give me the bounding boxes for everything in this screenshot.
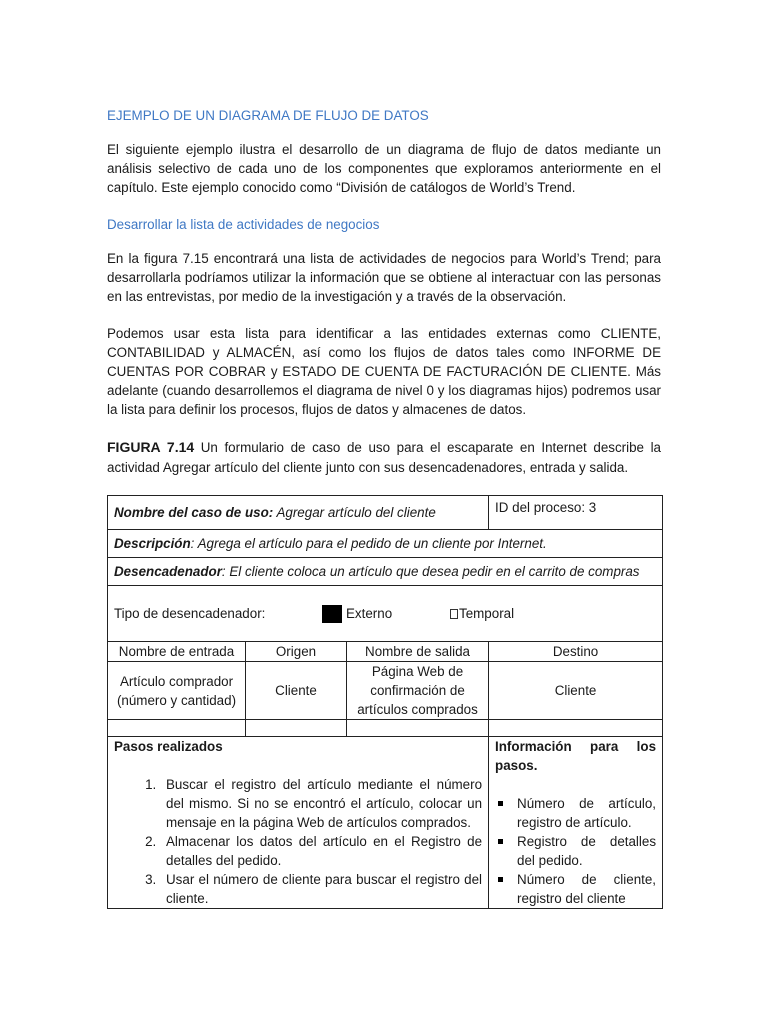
steps-list [114,775,482,908]
figure-caption [107,437,661,478]
list-item [495,794,656,832]
external-checkbox-filled[interactable] [322,605,342,623]
info-item-text: Número de artículo, registro de artículo. [517,796,657,830]
table-cell: Página Web de confirmación de artículos comprados [347,662,489,720]
info-title-line2: pasos. [495,758,538,773]
trigger-type-row [108,586,663,642]
list-item: 2. Almacenar los datos del artículo en el Registro de detalles del pedido. [160,832,482,870]
description-row [108,530,663,558]
description-label: Descripción [114,536,191,551]
trigger-value: : El cliente coloca un artículo que desea pedir en el carrito de compras [221,564,640,579]
use-case-name-label: Nombre del caso de uso: [114,505,274,520]
figure-label: FIGURA 7.14 [107,439,195,455]
empty-row [108,720,663,737]
bullet-icon [498,801,503,806]
info-item-text: Registro de detalles del pedido. [517,834,657,868]
column-header: Origen [246,642,347,662]
section-heading-activities: Desarrollar la lista de actividades de negocios [107,217,380,232]
list-item: 1. Buscar el registro del artículo mediante el número del mismo. Si no se encontró el artículo, colocar un mensaje en la página Web de artículos comprados. [160,775,482,832]
table-cell: Artículo comprador (número y cantidad) [108,662,246,720]
table-cell: Cliente [246,662,347,720]
column-header: Nombre de salida [347,642,489,662]
use-case-name-value: Agregar artículo del cliente [273,505,436,520]
column-header: Destino [489,642,663,662]
io-header-row [108,642,663,662]
steps-row [108,737,663,909]
info-title [495,737,656,775]
description-cell [108,530,663,558]
entities-paragraph: Podemos usar esta lista para identificar a las entidades externas como CLIENTE, CONTABILIDAD y ALMACÉN, así como los flujos de datos tales como INFORME DE CUENTAS POR COBRAR y ESTADO DE CUENTA DE FACTURACIÓN DE CLIENTE. Más adelante (cuando desarrollemos el diagrama de nivel 0 y los diagramas hijos) podremos usar la lista para definir los procesos, flujos de datos y almacenes de datos. [107,326,661,417]
intro-paragraph: El siguiente ejemplo ilustra el desarrollo de un diagrama de flujo de datos mediante un análisis selectivo de cada uno de los componentes que exploramos anteriormente en el capítulo. Este ejemplo conocido como “División de catálogos de World’s Trend. [107,142,661,195]
empty-cell [347,720,489,737]
description-value: : Agrega el artículo para el pedido de un cliente por Internet. [190,536,547,551]
steps-cell [108,737,489,909]
io-value-row [108,662,663,720]
section-heading-main: EJEMPLO DE UN DIAGRAMA DE FLUJO DE DATOS [107,108,429,123]
trigger-row [108,558,663,586]
trigger-cell [108,558,663,586]
activities-paragraph: En la figura 7.15 encontrará una lista de actividades de negocios para World’s Trend; para desarrollarla podríamos utilizar la información que se obtiene al interactuar con las personas en las entrevistas, por medio de la investigación y a través de la observación. [107,251,661,304]
empty-cell [108,720,246,737]
info-title-line1: Información para los [495,739,657,754]
trigger-type-label: Tipo de desencadenador: [114,606,266,621]
empty-cell [489,720,663,737]
trigger-label: Desencadenador [114,564,222,579]
list-item: 3. Usar el número de cliente para buscar el registro del cliente. [160,870,482,908]
list-item [495,832,656,870]
process-id-cell: ID del proceso: 3 [489,496,663,530]
column-header: Nombre de entrada [108,642,246,662]
list-item [495,870,656,908]
empty-cell [246,720,347,737]
temporal-option-label: Temporal [459,606,515,621]
info-cell [489,737,663,909]
bullet-icon [498,839,503,844]
use-case-name-row [108,496,663,530]
temporal-checkbox[interactable] [450,609,458,619]
document-content [107,106,661,909]
table-cell: Cliente [489,662,663,720]
use-case-table [107,495,663,909]
trigger-type-cell [108,586,663,642]
figure-caption-text: Un formulario de caso de uso para el escaparate en Internet describe la actividad Agregar artículo del cliente junto con sus desencadenadores, entrada y salida. [107,440,661,475]
info-item-text: Número de cliente, registro del cliente [517,872,657,906]
external-option-label: Externo [346,606,393,621]
bullet-icon [498,877,503,882]
use-case-name-cell [108,496,489,530]
steps-title: Pasos realizados [114,739,223,754]
info-list [495,794,656,908]
